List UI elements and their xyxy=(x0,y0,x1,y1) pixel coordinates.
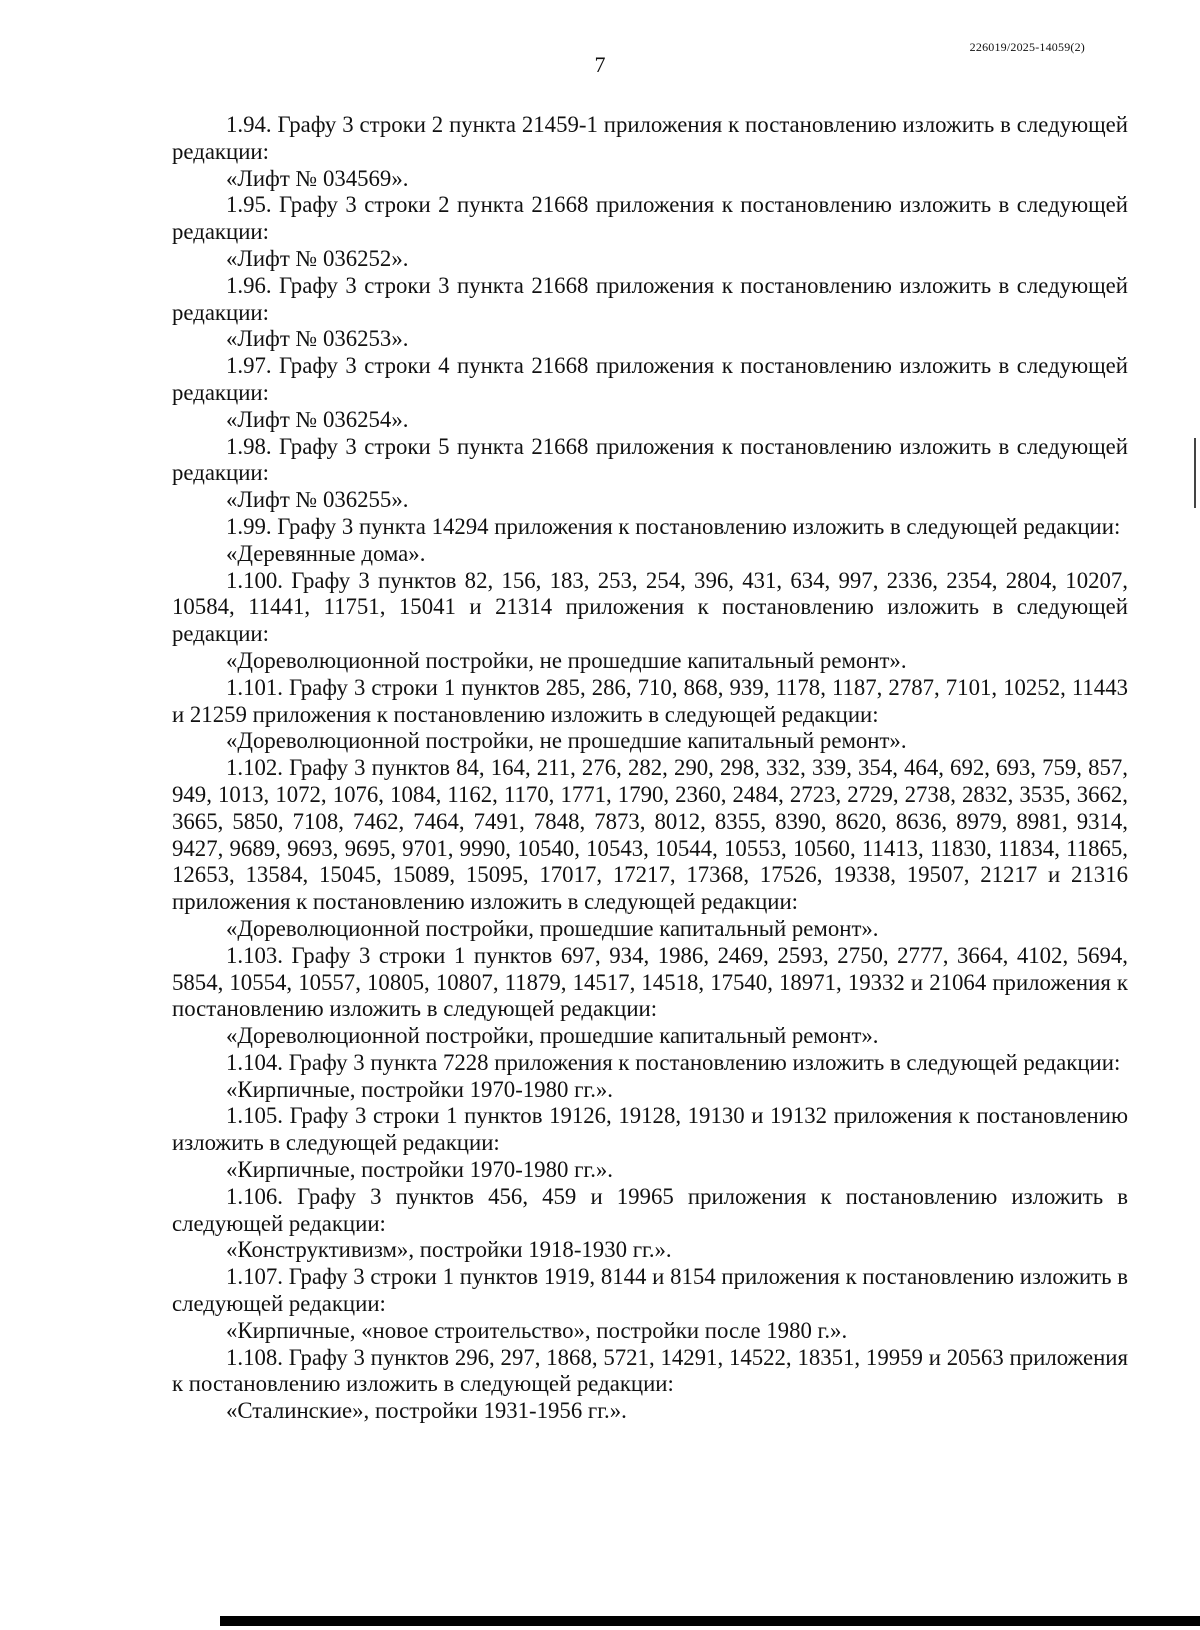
quote-1-104: «Кирпичные, постройки 1970-1980 гг.». xyxy=(226,1076,614,1102)
paragraph-1-96: 1.96. Графу 3 строки 3 пункта 21668 приложения к постановлению изложить в следующей редакции: xyxy=(172,272,1128,325)
quote-1-108: «Сталинские», постройки 1931-1956 гг.». xyxy=(226,1398,627,1424)
quote-1-107: «Кирпичные, «новое строительство», постройки после 1980 г.». xyxy=(226,1317,848,1343)
quote-1-105: «Кирпичные, постройки 1970-1980 гг.». xyxy=(226,1157,614,1183)
paragraph-1-100: 1.100. Графу 3 пунктов 82, 156, 183, 253, 254, 396, 431, 634, 997, 2336, 2354, 2804, 10207, 10584, 11441, 11751, 15041 и 21314 приложения к постановлению изложить в следующей редакции: xyxy=(172,567,1128,647)
quote-1-103: «Дореволюционной постройки, прошедшие капитальный ремонт». xyxy=(226,1023,879,1049)
document-number: 226019/2025-14059(2) xyxy=(969,40,1085,54)
paragraph-1-98: 1.98. Графу 3 строки 5 пункта 21668 приложения к постановлению изложить в следующей редакции: xyxy=(172,433,1128,486)
quote-1-99: «Деревянные дома». xyxy=(226,540,426,566)
paragraph-1-97: 1.97. Графу 3 строки 4 пункта 21668 приложения к постановлению изложить в следующей редакции: xyxy=(172,353,1128,405)
quote-1-101: «Дореволюционной постройки, не прошедшие капитальный ремонт». xyxy=(226,728,907,754)
paragraph-1-99: 1.99. Графу 3 пункта 14294 приложения к постановлению изложить в следующей редакции: xyxy=(226,513,1121,539)
quote-1-97: «Лифт № 036254». xyxy=(226,406,409,432)
quote-1-106: «Конструктивизм», постройки 1918-1930 гг.». xyxy=(226,1237,672,1263)
quote-1-98: «Лифт № 036255». xyxy=(226,487,409,513)
page-number: 7 xyxy=(594,52,606,77)
paragraph-1-103: 1.103. Графу 3 строки 1 пунктов 697, 934, 1986, 2469, 2593, 2750, 2777, 3664, 4102, 5694, 5854, 10554, 10557, 10805, 10807, 11879, 14517, 14518, 17540, 18971, 19332 и 21064 приложения к постановлению изложить в следующей редакции: xyxy=(172,942,1128,1022)
quote-1-102: «Дореволюционной постройки, прошедшие капитальный ремонт». xyxy=(226,915,879,941)
paragraph-1-94: 1.94. Графу 3 строки 2 пункта 21459-1 приложения к постановлению изложить в следующей редакции: xyxy=(172,112,1128,164)
paragraph-1-107: 1.107. Графу 3 строки 1 пунктов 1919, 8144 и 8154 приложения к постановлению изложить в следующей редакции: xyxy=(172,1264,1128,1317)
document-body xyxy=(172,112,1128,1425)
quote-1-95: «Лифт № 036252». xyxy=(226,245,409,271)
quote-1-94: «Лифт № 034569». xyxy=(226,165,409,191)
paragraph-1-101: 1.101. Графу 3 строки 1 пунктов 285, 286, 710, 868, 939, 1178, 1187, 2787, 7101, 10252, 11443 и 21259 приложения к постановлению изложить в следующей редакции: xyxy=(172,674,1128,727)
paragraph-1-102: 1.102. Графу 3 пунктов 84, 164, 211, 276, 282, 290, 298, 332, 339, 354, 464, 692, 693, 759, 857, 949, 1013, 1072, 1076, 1084, 1162, 1170, 1771, 1790, 2360, 2484, 2723, 2729, 2738, 2832, 3535, 3662, 3665, 5850, 7108, 7462, 7464, 7491, 7848, 7873, 8012, 8355, 8390, 8620, 8636, 8979, 8981, 9314, 9427, 9689, 9693, 9695, 9701, 9990, 10540, 10543, 10544, 10553, 10560, 11413, 11830, 11834, 11865, 12653, 13584, 15045, 15089, 15095, 17017, 17217, 17368, 17526, 19338, 19507, 21217 и 21316 приложения к постановлению изложить в следующей редакции: xyxy=(172,755,1128,915)
paragraph-1-106: 1.106. Графу 3 пунктов 456, 459 и 19965 приложения к постановлению изложить в следующей редакции: xyxy=(172,1183,1128,1236)
paragraph-1-108: 1.108. Графу 3 пунктов 296, 297, 1868, 5721, 14291, 14522, 18351, 19959 и 20563 приложения к постановлению изложить в следующей редакции: xyxy=(172,1344,1128,1397)
paragraph-1-95: 1.95. Графу 3 строки 2 пункта 21668 приложения к постановлению изложить в следующей редакции: xyxy=(172,192,1128,245)
paragraph-1-104: 1.104. Графу 3 пункта 7228 приложения к постановлению изложить в следующей редакции: xyxy=(226,1049,1121,1075)
quote-1-100: «Дореволюционной постройки, не прошедшие капитальный ремонт». xyxy=(226,647,907,673)
quote-1-96: «Лифт № 036253». xyxy=(226,326,409,352)
paragraph-1-105: 1.105. Графу 3 строки 1 пунктов 19126, 19128, 19130 и 19132 приложения к постановлению изложить в следующей редакции: xyxy=(172,1103,1128,1156)
scan-edge-mark xyxy=(1194,438,1196,508)
scan-bottom-edge xyxy=(220,1616,1200,1626)
